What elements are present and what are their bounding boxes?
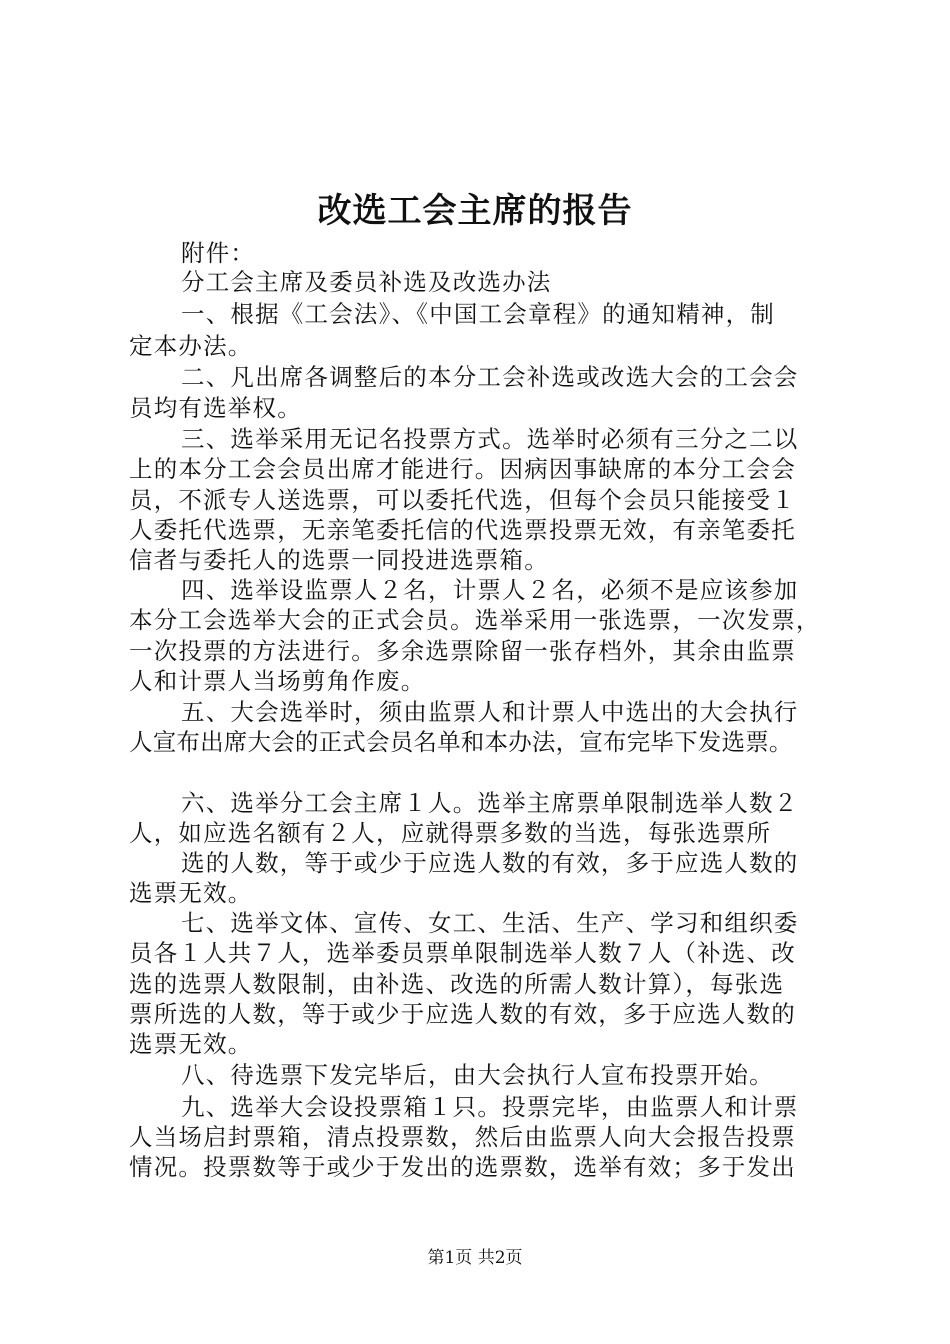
text-line: 本分工会选举大会的正式会员。选举采用一张选票，一次发票，: [129, 606, 821, 634]
page-number-footer: 第1页 共2页: [427, 1248, 523, 1268]
text-line: 上的本分工会会员出席才能进行。因病因事缺席的本分工会会: [129, 455, 796, 483]
text-line: 九、选举大会设投票箱１只。投票完毕，由监票人和计票: [181, 1093, 799, 1121]
text-line: 选的选票人数限制，由补选、改选的所需人数计算），每张选: [129, 970, 785, 998]
text-line: 五、大会选举时，须由监票人和计票人中选出的大会执行: [181, 698, 799, 726]
text-line: 选票无效。: [129, 1030, 253, 1058]
text-line: 三、选举采用无记名投票方式。选举时必须有三分之二以: [181, 425, 799, 453]
text-line: 人当场启封票箱，清点投票数，然后由监票人向大会报告投票: [129, 1123, 796, 1151]
text-line: 八、待选票下发完毕后，由大会执行人宣布投票开始。: [181, 1061, 774, 1089]
text-line: 选票无效。: [129, 879, 253, 907]
text-line: 四、选举设监票人２名，计票人２名，必须不是应该参加: [181, 576, 799, 604]
text-line: 人委托代选票，无亲笔委托信的代选票投票无效，有亲笔委托: [129, 516, 796, 544]
text-line: 票所选的人数，等于或少于应选人数的有效，多于应选人数的: [129, 1000, 796, 1028]
text-line: 员各１人共７人，选举委员票单限制选举人数７人（补选、改: [129, 939, 796, 967]
text-line: 一、根据《工会法》、《中国工会章程》的通知精神，制: [181, 300, 775, 328]
text-line: 分工会主席及委员补选及改选办法: [181, 268, 552, 296]
text-line: 选的人数，等于或少于应选人数的有效，多于应选人数的: [181, 849, 799, 877]
text-line: 六、选举分工会主席１人。选举主席票单限制选举人数２: [181, 789, 799, 817]
text-line: 员均有选举权。: [129, 394, 302, 422]
text-line: 人和计票人当场剪角作废。: [129, 667, 426, 695]
text-line: 二、凡出席各调整后的本分工会补选或改选大会的工会会: [181, 363, 799, 391]
text-line: 情况。投票数等于或少于发出的选票数，选举有效；多于发出: [129, 1153, 796, 1181]
document-title: 改选工会主席的报告: [317, 191, 633, 231]
text-line: 信者与委托人的选票一同投进选票箱。: [129, 546, 549, 574]
text-line: 人，如应选名额有２人，应就得票多数的当选，每张选票所: [129, 819, 772, 847]
text-line: 七、选举文体、宣传、女工、生活、生产、学习和组织委: [181, 909, 799, 937]
text-line: 员，不派专人送选票，可以委托代选，但每个会员只能接受１: [129, 486, 796, 514]
text-line: 附件：: [181, 239, 256, 267]
text-line: 定本办法。: [129, 332, 253, 360]
text-line: 一次投票的方法进行。多余选票除留一张存档外，其余由监票: [129, 637, 796, 665]
text-line: 人宣布出席大会的正式会员名单和本办法，宣布完毕下发选票。: [129, 728, 793, 756]
